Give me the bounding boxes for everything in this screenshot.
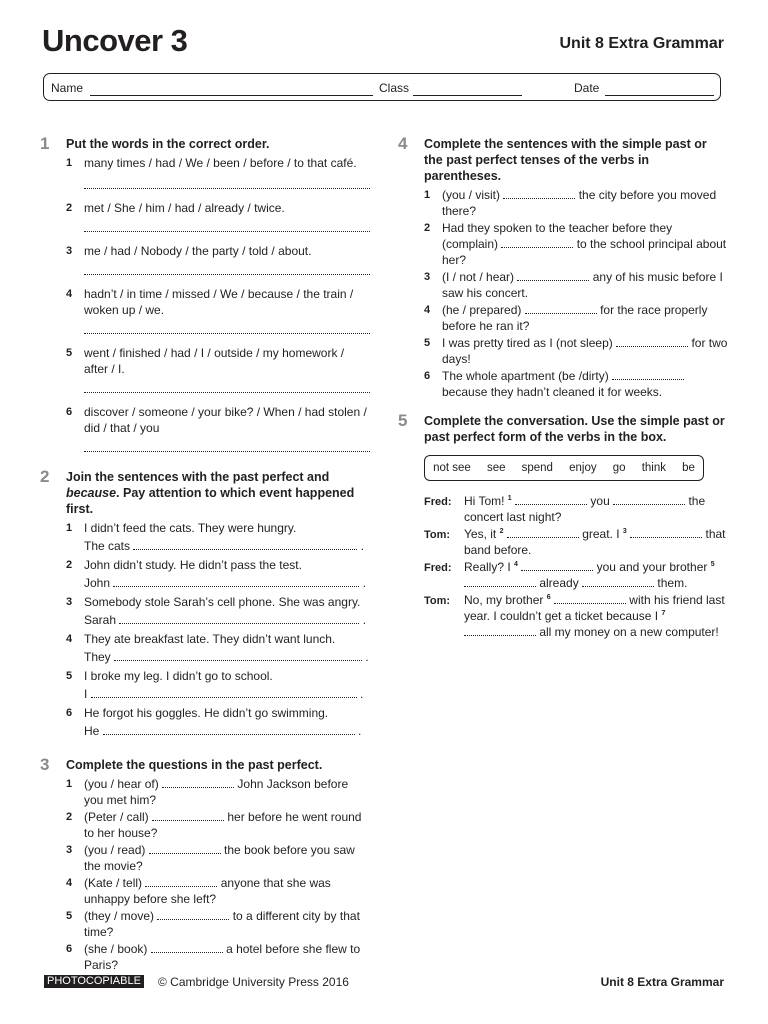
list-item xyxy=(40,705,370,739)
exercise-title: Complete the conversation. Use the simple past or past perfect form of the verbs in the box. xyxy=(424,414,725,444)
name-label: Name xyxy=(51,81,84,95)
answer-blank[interactable] xyxy=(507,527,579,538)
exercise-3 xyxy=(40,757,370,973)
footer-unit-title: Unit 8 Extra Grammar xyxy=(600,975,724,989)
exercise-2 xyxy=(40,469,370,739)
exercise-4 xyxy=(398,136,728,400)
name-field[interactable] xyxy=(90,95,373,96)
answer-blank[interactable] xyxy=(157,909,229,920)
item-text: discover / someone / your bike? / When / had stolen / did / that / you xyxy=(84,405,367,435)
exercise-5 xyxy=(398,413,728,640)
answer-line[interactable] xyxy=(84,391,370,393)
copyright-text: © Cambridge University Press 2016 xyxy=(158,975,349,989)
list-item xyxy=(40,155,370,171)
item-number: 1 xyxy=(424,189,431,201)
answer-blank[interactable] xyxy=(503,188,575,199)
exercise-title: Join the sentences with the past perfect and because. Pay attention to which event happened first. xyxy=(66,470,355,516)
item-text: me / had / Nobody / the party / told / about. xyxy=(84,244,312,258)
answer-blank[interactable] xyxy=(612,369,684,380)
conversation-line: Fred: Really? I $^4$ you and your brother $^5$ already them. xyxy=(424,560,715,590)
list-item: 4 (he / prepared) for the race properly before he ran it? xyxy=(424,303,708,333)
list-item xyxy=(40,243,370,259)
item-number: 4 xyxy=(66,877,73,889)
answer-row: The cats . xyxy=(84,539,365,553)
list-item: 5 I was pretty tired as I (not sleep) for two days! xyxy=(424,336,728,366)
speaker-label: Fred: xyxy=(424,562,452,574)
answer-blank[interactable] xyxy=(517,270,589,281)
item-number: 1 xyxy=(66,522,73,534)
item-number: 5 xyxy=(66,910,73,922)
exercise-number: 3 xyxy=(40,755,50,774)
answer-blank[interactable] xyxy=(616,336,688,347)
item-text: went / finished / had / I / outside / my homework / after / I. xyxy=(84,346,345,376)
list-item xyxy=(40,345,370,377)
exercise-title: Complete the sentences with the simple past or the past perfect tenses of the verbs in parentheses. xyxy=(424,137,707,183)
item-number: 5 xyxy=(66,670,73,682)
list-item xyxy=(40,404,370,436)
item-number: 2 xyxy=(66,811,73,823)
item-number: 2 xyxy=(66,559,73,571)
exercise-title: Put the words in the correct order. xyxy=(66,137,270,151)
answer-line[interactable] xyxy=(84,450,370,452)
answer-blank[interactable] xyxy=(145,876,217,887)
answer-row: I . xyxy=(84,687,364,701)
answer-row: He . xyxy=(84,724,362,738)
answer-row: Sarah . xyxy=(84,613,367,627)
list-item: 1 (you / visit) the city before you moved there? xyxy=(424,188,717,218)
word-box-item: see xyxy=(486,462,506,474)
item-number: 2 xyxy=(66,202,73,214)
answer-line[interactable] xyxy=(84,332,370,334)
conversation-line: Fred: Hi Tom! $^1$ you the concert last night? xyxy=(424,494,706,524)
item-number: 6 xyxy=(424,370,431,382)
item-number: 6 xyxy=(66,707,73,719)
answer-blank[interactable] xyxy=(119,613,359,624)
answer-blank[interactable] xyxy=(114,650,362,661)
item-number: 3 xyxy=(66,844,73,856)
item-text: I didn’t feed the cats. They were hungry. xyxy=(84,521,297,535)
item-text: met / She / him / had / already / twice. xyxy=(84,201,285,215)
item-number: 1 xyxy=(66,778,73,790)
answer-blank[interactable] xyxy=(149,843,221,854)
exercise-number: 4 xyxy=(398,134,408,153)
answer-blank[interactable] xyxy=(630,527,702,538)
item-text: They ate breakfast late. They didn’t want lunch. xyxy=(84,632,336,646)
list-item: 1 (you / hear of) John Jackson before you met him? xyxy=(66,777,349,807)
word-box-item: enjoy xyxy=(569,462,597,474)
list-item: 6 (she / book) a hotel before she flew to Paris? xyxy=(66,942,361,972)
item-text: Somebody stole Sarah’s cell phone. She was angry. xyxy=(84,595,361,609)
answer-blank[interactable] xyxy=(133,539,357,550)
list-item xyxy=(40,631,370,665)
exercise-number: 2 xyxy=(40,467,50,486)
word-box-item: not see xyxy=(433,462,471,474)
class-label: Class xyxy=(379,81,410,95)
class-field[interactable] xyxy=(413,95,522,96)
speaker-label: Tom: xyxy=(424,529,451,541)
item-number: 4 xyxy=(66,288,73,300)
list-item: 3 (you / read) the book before you saw the movie? xyxy=(66,843,355,873)
word-box-item: go xyxy=(612,462,626,474)
answer-blank[interactable] xyxy=(113,576,359,587)
list-item xyxy=(40,668,370,702)
list-item: 5 (they / move) to a different city by that time? xyxy=(66,909,360,939)
answer-row: John . xyxy=(84,576,367,590)
item-text: many times / had / We / been / before / to that café. xyxy=(84,156,357,170)
item-number: 4 xyxy=(424,304,431,316)
item-number: 4 xyxy=(66,633,73,645)
answer-blank[interactable] xyxy=(162,777,234,788)
photocopiable-badge: PHOTOCOPIABLE xyxy=(44,975,144,988)
date-field[interactable] xyxy=(605,95,714,96)
item-number: 5 xyxy=(66,347,73,359)
date-label: Date xyxy=(574,81,600,95)
exercise-1 xyxy=(40,136,370,452)
list-item xyxy=(40,557,370,591)
list-item: 3 (I / not / hear) any of his music before I saw his concert. xyxy=(424,270,723,300)
word-box xyxy=(424,455,704,481)
item-text: John didn’t study. He didn’t pass the test. xyxy=(84,558,302,572)
list-item: 2 Had they spoken to the teacher before they (complain) to the school principal about her? xyxy=(424,221,727,267)
item-number: 6 xyxy=(66,406,73,418)
item-text: I broke my leg. I didn’t go to school. xyxy=(84,669,273,683)
left-column xyxy=(40,136,370,973)
item-number: 5 xyxy=(424,337,431,349)
exercise-number: 5 xyxy=(398,411,408,430)
logo: Uncover 3 xyxy=(42,23,188,58)
word-box-item: think xyxy=(641,462,666,474)
conversation-line: Tom: Yes, it $^2$ great. I $^3$ that band before. xyxy=(424,527,726,557)
answer-blank[interactable] xyxy=(554,593,626,604)
list-item xyxy=(40,594,370,628)
exercise-number: 1 xyxy=(40,134,50,153)
list-item: 6 The whole apartment (be /dirty) because they hadn’t cleaned it for weeks. xyxy=(398,368,728,400)
item-number: 6 xyxy=(66,943,73,955)
list-item xyxy=(40,200,370,216)
student-info-box xyxy=(43,73,721,101)
answer-line[interactable] xyxy=(84,187,370,189)
answer-blank[interactable] xyxy=(582,576,654,587)
list-item xyxy=(40,520,370,554)
unit-title: Unit 8 Extra Grammar xyxy=(559,35,724,52)
item-number: 3 xyxy=(424,271,431,283)
answer-blank[interactable] xyxy=(91,687,357,698)
word-box-item: be xyxy=(682,462,695,474)
list-item xyxy=(40,286,370,318)
exercise-title: Complete the questions in the past perfect. xyxy=(66,758,323,772)
answer-line[interactable] xyxy=(84,230,370,232)
speaker-label: Tom: xyxy=(424,595,451,607)
item-text: He forgot his goggles. He didn’t go swimming. xyxy=(84,706,329,720)
answer-blank[interactable] xyxy=(521,560,593,571)
item-text: hadn’t / in time / missed / We / because / the train / woken up / we. xyxy=(84,287,354,317)
answer-line[interactable] xyxy=(84,273,370,275)
word-box-item: spend xyxy=(521,462,553,474)
speaker-label: Fred: xyxy=(424,496,452,508)
answer-blank[interactable] xyxy=(525,303,597,314)
answer-blank[interactable] xyxy=(613,494,685,505)
answer-blank[interactable] xyxy=(151,942,223,953)
item-number: 1 xyxy=(66,157,73,169)
answer-blank[interactable] xyxy=(501,237,573,248)
item-number: 3 xyxy=(66,596,73,608)
answer-blank[interactable] xyxy=(152,810,224,821)
answer-row: They . xyxy=(84,650,369,664)
conversation-line: Tom: No, my brother $^6$ with his friend last year. I couldn’t get a ticket because I $^7$ all my money on a new computer! xyxy=(424,593,725,639)
list-item: 2 (Peter / call) her before he went round to her house? xyxy=(66,810,362,840)
answer-blank[interactable] xyxy=(103,724,355,735)
item-number: 2 xyxy=(424,222,431,234)
right-column xyxy=(398,136,728,641)
answer-blank[interactable] xyxy=(515,494,587,505)
answer-blank[interactable] xyxy=(464,625,536,636)
item-number: 3 xyxy=(66,245,73,257)
list-item: 4 (Kate / tell) anyone that she was unhappy before she left? xyxy=(66,876,331,906)
answer-blank[interactable] xyxy=(464,576,536,587)
